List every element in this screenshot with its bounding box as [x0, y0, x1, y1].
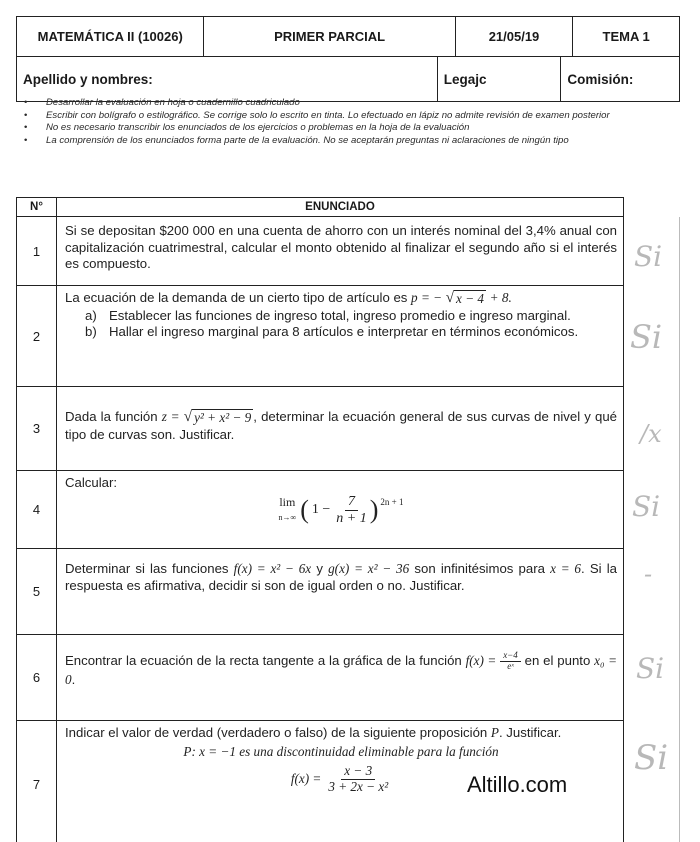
problem-statement: La ecuación de la demanda de un cierto tipo de artículo es p = − √ x − 4 + 8. a) Establecer las funciones de ingreso total, ingreso promedio e ingreso marginal. b) Hallar el ingreso marginal para 8 artículos e interpretar en términos económicos.: [57, 286, 623, 386]
problem-statement: Calcular: lim n→∞ ( 1 − $\frac{7}{n + 1}$ ) $^{2n + 1}$: [57, 471, 623, 548]
instructions-list: [20, 97, 670, 147]
date-cell: 21/05/19: [456, 17, 574, 56]
proposition: P: x = −1 es una discontinuidad eliminable para la función: [183, 743, 499, 759]
bullet-icon: •: [24, 109, 28, 121]
problem-row-1: [17, 217, 623, 286]
instruction-item: • La comprensión de los enunciados forma parte de la evaluación. No se aceptarán preguntas ni aclaraciones de ningún tipo: [24, 134, 569, 146]
handwritten-mark: Si: [636, 652, 665, 685]
exam-title-cell: PRIMER PARCIAL: [204, 17, 455, 56]
problem-number: 5: [17, 549, 57, 634]
fraction: $\frac{7}{n + 1}$: [336, 494, 367, 526]
header-row-top: [17, 17, 679, 57]
handwritten-mark: Si: [630, 318, 663, 356]
student-name-field: Apellido y nombres:: [17, 57, 438, 101]
problem-row-3: [17, 387, 623, 471]
problem-row-6: [17, 635, 623, 721]
bullet-icon: •: [24, 134, 28, 146]
problem-statement: Determinar si las funciones f(x) = x² − 6x y g(x) = x² − 36 son infinitésimos para x = 6. Si la respuesta es afirmativa, decidir si son de igual orden o no. Justificar.: [65, 561, 617, 593]
problem-statement: Indicar el valor de verdad (verdadero o falso) de la siguiente proposición P. Justificar. P: x = −1 es una discontinuidad eliminable para la función f(x) = $\frac{x - 3}{\text{3 + 2x − x²}}$: [57, 721, 623, 842]
problem-statement: Si se depositan $200 000 en una cuenta de ahorro con un interés nominal del 3,4% anual con capitalización cuatrimestral, calcular el monto obtenido al finalizar el segundo año si el interés es compuesto.: [65, 223, 617, 271]
watermark-logo: Altillo.com: [467, 772, 568, 797]
problem-number: 4: [17, 471, 57, 548]
subject-cell: MATEMÁTICA II (10026): [17, 17, 204, 56]
legajo-field: Legajc: [438, 57, 562, 101]
tema-cell: TEMA 1: [602, 29, 650, 44]
problem-number: 6: [17, 635, 57, 720]
problem-row-4: [17, 471, 623, 549]
instruction-item: • Desarrollar la evaluación en hoja o cuadernillo cuadriculado: [24, 97, 300, 108]
column-header-number: N°: [17, 198, 57, 216]
sqrt-expression: √ x − 4: [445, 289, 484, 306]
fraction: $\frac{x-4}{\text{eˣ}}$: [500, 651, 521, 672]
handwritten-mark: -: [644, 560, 653, 588]
exam-header: [16, 16, 680, 102]
instruction-item: • Escribir con bolígrafo o estilográfico. Se corrige solo lo escrito en tinta. Lo efectuado en lápiz no admite revisión de examen posterior: [24, 109, 610, 121]
problem-number: 1: [17, 217, 57, 285]
sub-question-a: a) Establecer las funciones de ingreso total, ingreso promedio e ingreso marginal.: [85, 307, 571, 323]
function-expression: f(x) = $\frac{x - 3}{\text{3 + 2x − x²}}$: [65, 764, 617, 794]
header-row-bottom: [17, 57, 679, 101]
problem-statement: Dada la función z = √ y² + x² − 9 , determinar la ecuación general de sus curvas de nivel y qué tipo de curvas son. Justificar.: [65, 408, 618, 442]
handwritten-mark: Si: [634, 240, 663, 273]
column-header-statement: ENUNCIADO: [305, 201, 375, 213]
table-header: [17, 197, 623, 217]
bullet-icon: •: [24, 97, 28, 108]
sub-question-b: b) Hallar el ingreso marginal para 8 artículos e interpretar en términos económicos.: [85, 324, 579, 339]
problem-statement: Encontrar la ecuación de la recta tangente a la gráfica de la función f(x) = $\frac{x-4}{\text{eˣ}}$ en el punto x₀ = 0.: [65, 650, 617, 687]
problems-table: [16, 197, 624, 842]
handwritten-mark: /x: [640, 420, 662, 448]
problem-number: 2: [17, 286, 57, 386]
sqrt-expression: √ y² + x² − 9: [183, 408, 252, 425]
problem-row-2: [17, 286, 623, 387]
handwritten-mark: Si: [632, 490, 661, 523]
problem-number: 3: [17, 387, 57, 470]
instruction-item: • No es necesario transcribir los enunciados de los ejercicios o problemas en la hoja de la evaluación: [24, 122, 470, 134]
limit-expression: lim n→∞ ( 1 − $\frac{7}{n + 1}$ ) $^{2n + 1}$: [278, 494, 404, 526]
handwritten-mark: Si: [634, 738, 669, 778]
problem-number: 7: [17, 721, 57, 842]
comision-field: Comisión:: [567, 71, 634, 87]
problem-row-5: [17, 549, 623, 635]
bullet-icon: •: [24, 122, 28, 134]
fraction: $\frac{x - 3}{\text{3 + 2x − x²}}$: [328, 763, 389, 794]
